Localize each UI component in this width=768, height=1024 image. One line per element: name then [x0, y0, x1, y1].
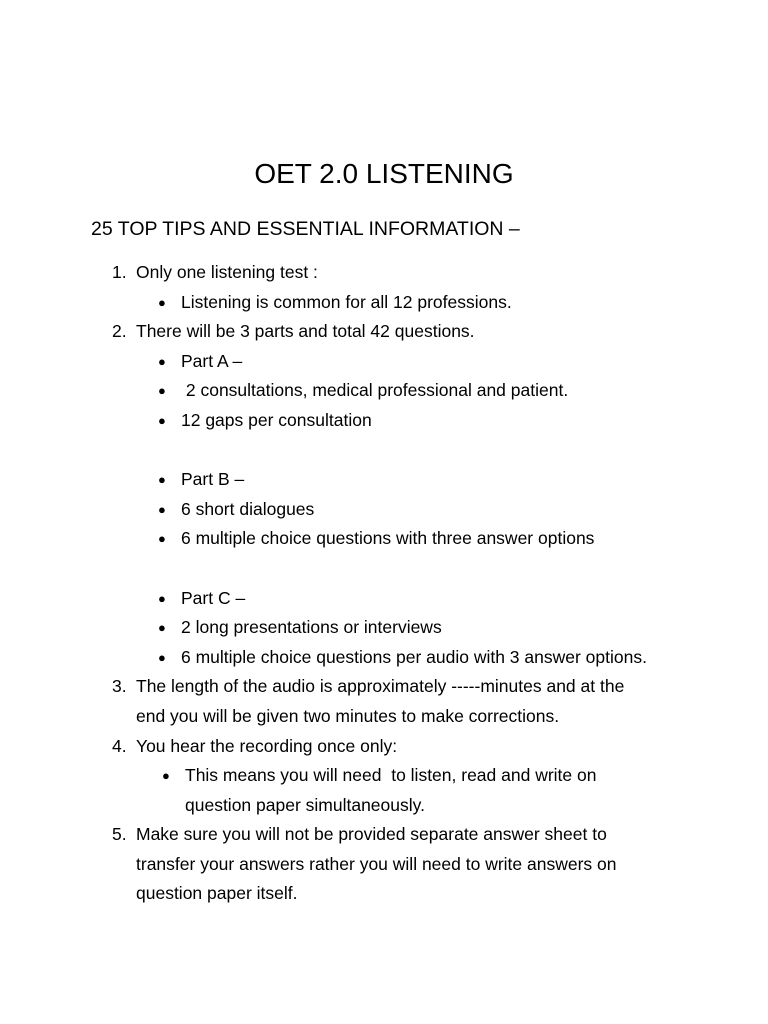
bullet-text: Part B –: [181, 469, 245, 490]
tips-list: [0, 258, 768, 909]
bullet-text-continuation: question paper simultaneously.: [185, 794, 425, 815]
list-item: [0, 258, 768, 288]
bullet-text: Part A –: [181, 350, 243, 371]
bullet-icon: ●: [158, 649, 166, 665]
bullet-icon: ●: [158, 294, 166, 310]
bullet-icon: ●: [158, 501, 166, 517]
bullet-icon: ●: [158, 383, 166, 399]
bullet-icon: ●: [162, 768, 170, 784]
item-text: Make sure you will not be provided separate answer sheet to: [136, 824, 607, 845]
list-item: [0, 613, 768, 643]
bullet-text: 6 short dialogues: [181, 498, 315, 519]
item-text: The length of the audio is approximately -----minutes and at the: [136, 676, 625, 697]
list-item: [0, 376, 768, 406]
page-title: OET 2.0 LISTENING: [254, 158, 514, 189]
bullet-text: 12 gaps per consultation: [181, 409, 372, 430]
list-item: [0, 761, 768, 791]
bullet-icon: ●: [158, 620, 166, 636]
bullet-icon: ●: [158, 531, 166, 547]
list-item-continuation: [0, 879, 768, 909]
blank-line: [0, 554, 768, 584]
list-item: [0, 643, 768, 673]
bullet-icon: ●: [158, 590, 166, 606]
list-item: [0, 465, 768, 495]
item-text: Only one listening test :: [136, 262, 318, 282]
list-item: [0, 406, 768, 436]
bullet-icon: ●: [158, 353, 166, 369]
bullet-text: 2 long presentations or interviews: [181, 617, 442, 638]
item-text-continuation: question paper itself.: [136, 883, 298, 904]
list-item-continuation: [0, 850, 768, 880]
bullet-text: 6 multiple choice questions with three answer options: [181, 528, 595, 549]
blank-line: [0, 436, 768, 466]
bullet-text: This means you will need to listen, read and write on: [185, 765, 597, 786]
list-item: [0, 584, 768, 614]
bullet-text: Listening is common for all 12 professions.: [181, 291, 512, 312]
list-item: [0, 317, 768, 347]
bullet-text: 2 consultations, medical professional and patient.: [181, 380, 569, 401]
list-item: [0, 732, 768, 762]
bullet-text: 6 multiple choice questions per audio with 3 answer options.: [181, 646, 647, 667]
item-number: 1.: [112, 262, 127, 282]
list-item: [0, 347, 768, 377]
page-subtitle: 25 TOP TIPS AND ESSENTIAL INFORMATION –: [91, 218, 520, 240]
list-item-continuation: [0, 702, 768, 732]
list-item: [0, 495, 768, 525]
list-item: [0, 820, 768, 850]
item-number: 5.: [112, 824, 127, 845]
item-text: There will be 3 parts and total 42 questions.: [136, 321, 475, 342]
item-text-continuation: end you will be given two minutes to make corrections.: [136, 705, 560, 726]
bullet-icon: ●: [158, 472, 166, 488]
list-item: [0, 672, 768, 702]
item-text: You hear the recording once only:: [136, 735, 398, 756]
list-item: [0, 288, 768, 318]
list-item-continuation: [0, 791, 768, 821]
item-number: 3.: [112, 676, 127, 697]
item-number: 4.: [112, 735, 127, 756]
bullet-text: Part C –: [181, 587, 246, 608]
bullet-icon: ●: [158, 412, 166, 428]
list-item: [0, 524, 768, 554]
item-number: 2.: [112, 321, 127, 342]
item-text-continuation: transfer your answers rather you will need to write answers on: [136, 853, 617, 874]
